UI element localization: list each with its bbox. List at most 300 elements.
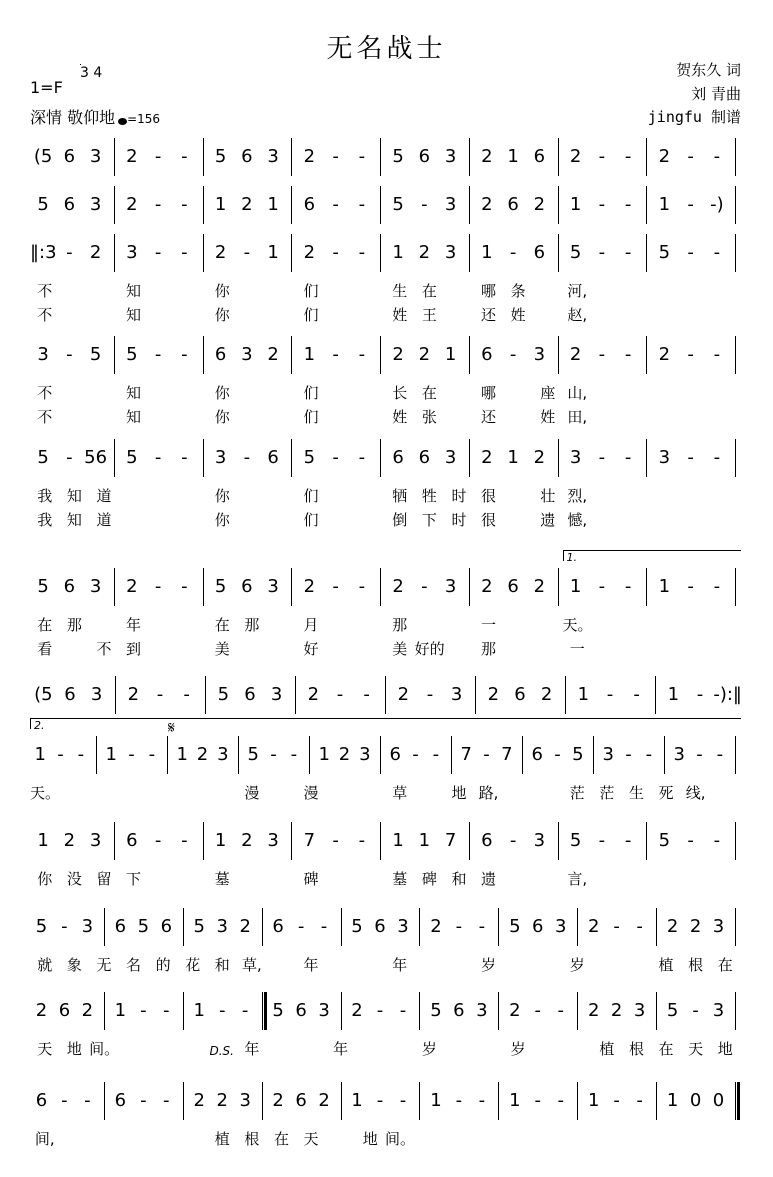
- note: 6: [244, 684, 256, 705]
- note: 2: [239, 916, 251, 937]
- note: 2: [303, 576, 316, 597]
- lyric-syllable: 植: [658, 956, 674, 974]
- lyric-syllable: 时: [451, 487, 467, 505]
- note: 2: [267, 344, 279, 365]
- note: 5: [658, 830, 671, 851]
- note: 2: [126, 146, 138, 167]
- note: -: [358, 194, 366, 215]
- note: -: [358, 576, 366, 597]
- note: 5: [666, 1000, 679, 1021]
- lyric-syllable: 们: [303, 384, 319, 402]
- note: -: [140, 1000, 147, 1021]
- note: -: [696, 744, 703, 765]
- note: 5: [193, 916, 205, 937]
- note: -: [148, 744, 156, 765]
- lyric-syllable: 你: [37, 870, 53, 888]
- lyric-syllable: 你: [214, 511, 230, 529]
- barline: [380, 336, 381, 374]
- note: 3: [444, 447, 457, 468]
- note: -: [421, 576, 428, 597]
- note: 1: [509, 1090, 521, 1111]
- note: -: [154, 194, 162, 215]
- barline: [238, 736, 239, 774]
- lyric-syllable: 墓: [214, 870, 230, 888]
- lyric-syllable: 好: [303, 640, 319, 658]
- lyric-syllable: 天: [688, 1040, 704, 1058]
- barline: [664, 736, 665, 774]
- note: 3: [89, 830, 102, 851]
- note: -: [154, 447, 162, 468]
- notation-line: [30, 190, 740, 220]
- barline: [735, 336, 736, 374]
- note: 3: [555, 916, 567, 937]
- lyric-syllable: 墓: [392, 870, 408, 888]
- note: 3: [239, 1090, 251, 1111]
- note: 3: [712, 1000, 725, 1021]
- note: 6: [507, 576, 519, 597]
- note: ‖:3: [30, 242, 57, 263]
- barline: [291, 234, 292, 272]
- lyric-line: [30, 386, 740, 406]
- barline: [735, 568, 736, 606]
- lyric-syllable: 年: [126, 616, 142, 634]
- note: 6: [453, 1000, 465, 1021]
- note: -: [687, 830, 694, 851]
- note: 7: [501, 744, 513, 765]
- barline: [96, 736, 97, 774]
- barline: [469, 234, 470, 272]
- note: 6: [418, 146, 431, 167]
- barline: [558, 186, 559, 224]
- note: -: [336, 684, 344, 705]
- barline: [341, 908, 342, 946]
- note: 2: [610, 1000, 623, 1021]
- lyric-syllable: 知: [126, 384, 142, 402]
- lyric-syllable: 那: [244, 616, 260, 634]
- note: 5: [37, 576, 49, 597]
- note: 3: [270, 684, 283, 705]
- note: 6: [114, 1090, 127, 1111]
- lyric-syllable: 一: [481, 616, 497, 634]
- note: -: [399, 1000, 407, 1021]
- note: 3: [267, 830, 279, 851]
- note: 5: [272, 1000, 284, 1021]
- note: 6: [114, 916, 127, 937]
- note: -: [478, 916, 486, 937]
- barline: [735, 186, 736, 224]
- lyric-syllable: 在: [37, 616, 53, 634]
- lyric-syllable: 在: [717, 956, 733, 974]
- note: 2: [587, 1000, 600, 1021]
- lyric-syllable: 路,: [478, 784, 499, 802]
- lyric-syllable: 哪: [481, 384, 497, 402]
- note: -: [633, 684, 640, 705]
- note: -: [716, 744, 724, 765]
- note: 3: [444, 576, 457, 597]
- note: 1: [318, 744, 330, 765]
- barline: [114, 234, 115, 272]
- note: -: [332, 194, 339, 215]
- note: -: [713, 146, 721, 167]
- barline: [380, 234, 381, 272]
- lyric-syllable: 还: [481, 408, 497, 426]
- note: 5: [214, 576, 227, 597]
- lyric-syllable: 道: [96, 487, 112, 505]
- note: -: [243, 447, 251, 468]
- lyric-line: [30, 308, 740, 328]
- note: 5: [137, 916, 150, 937]
- note: 1: [667, 684, 680, 705]
- barline: [380, 822, 381, 860]
- lyric-syllable: 不: [37, 384, 53, 402]
- note: 6: [214, 344, 227, 365]
- lyric-syllable: 知: [66, 511, 82, 529]
- note: 1: [114, 1000, 127, 1021]
- lyric-syllable: 死: [658, 784, 674, 802]
- note: 7: [303, 830, 316, 851]
- barline: [469, 822, 470, 860]
- notation-line: [30, 826, 740, 856]
- barline: [522, 736, 523, 774]
- note: -: [645, 744, 653, 765]
- note: 3: [658, 447, 671, 468]
- note: 5: [430, 1000, 442, 1021]
- note: 1: [214, 194, 227, 215]
- note: -: [290, 744, 298, 765]
- lyric-syllable: 很: [481, 511, 497, 529]
- notation-line: [30, 551, 740, 602]
- note: -: [509, 830, 517, 851]
- lyric-line: [30, 1132, 740, 1152]
- note: 3: [397, 916, 409, 937]
- time-signature-top: 3: [80, 65, 89, 81]
- barline: [380, 439, 381, 477]
- notation-line: [30, 238, 740, 268]
- note: 1: [658, 194, 671, 215]
- note: 2: [392, 344, 404, 365]
- lyric-syllable: 月: [303, 616, 319, 634]
- note: 6: [126, 830, 138, 851]
- lyric-syllable: 你: [214, 408, 230, 426]
- lyric-syllable: 知: [126, 306, 142, 324]
- note: 1: [444, 344, 457, 365]
- note: 3: [241, 344, 253, 365]
- lyric-syllable: 根: [628, 1040, 644, 1058]
- note: 6: [267, 447, 279, 468]
- lyricist-credit: 贺东久 词: [676, 61, 741, 79]
- note: -: [154, 830, 162, 851]
- note: -: [154, 146, 162, 167]
- note: -: [57, 744, 64, 765]
- barline: [183, 908, 184, 946]
- note: 3: [214, 447, 227, 468]
- note: 1: [351, 1090, 363, 1111]
- note: -: [598, 447, 606, 468]
- barline: [593, 736, 594, 774]
- note: 2: [216, 1090, 228, 1111]
- note: 2: [658, 146, 671, 167]
- quarter-note-icon: [118, 118, 127, 125]
- note: 6: [303, 194, 316, 215]
- lyric-syllable: 茫: [569, 784, 585, 802]
- note: -: [598, 194, 606, 215]
- barline: [419, 908, 420, 946]
- note: 1: [577, 684, 590, 705]
- note: 2: [89, 242, 102, 263]
- note: -: [598, 830, 606, 851]
- notation-line: [30, 680, 740, 710]
- note: 1: [303, 344, 316, 365]
- barline: [577, 1082, 578, 1120]
- lyric-syllable: 碑: [303, 870, 319, 888]
- note: 3: [533, 344, 546, 365]
- lyric-line: [30, 872, 740, 892]
- lyric-syllable: 生: [628, 784, 644, 802]
- lyric-syllable: 下: [126, 870, 142, 888]
- note: 5: [37, 447, 49, 468]
- note: (5: [34, 684, 53, 705]
- note: -: [358, 447, 366, 468]
- lyric-syllable: 不: [37, 408, 53, 426]
- note: 2: [430, 916, 442, 937]
- note: -: [332, 242, 339, 263]
- note: -: [625, 744, 632, 765]
- note: -: [509, 242, 517, 263]
- notation-line: [30, 142, 740, 172]
- note: -: [332, 344, 339, 365]
- lyric-syllable: 岁: [510, 1040, 526, 1058]
- note: -):‖: [713, 684, 742, 705]
- note: 2: [127, 684, 140, 705]
- lyric-syllable: 们: [303, 487, 319, 505]
- note: 6: [160, 916, 173, 937]
- note: 1: [267, 242, 279, 263]
- barline: [104, 908, 105, 946]
- double-barline: [735, 1082, 740, 1120]
- note: 6: [533, 146, 546, 167]
- barline: [646, 336, 647, 374]
- lyric-syllable: 在: [214, 616, 230, 634]
- lyric-syllable: 你: [214, 306, 230, 324]
- note: -: [713, 447, 721, 468]
- expression-text: 深情 敬仰地: [30, 108, 116, 127]
- note: -: [624, 830, 632, 851]
- barline: [114, 336, 115, 374]
- tempo-value: =156: [127, 112, 161, 126]
- note: 2: [272, 1090, 284, 1111]
- note: -: [332, 576, 339, 597]
- barline: [114, 439, 115, 477]
- note: -: [358, 146, 366, 167]
- barline: [291, 138, 292, 176]
- note: 3: [602, 744, 614, 765]
- lyric-line: [30, 410, 740, 430]
- lyric-syllable: 姓: [510, 306, 526, 324]
- barline: [104, 992, 105, 1030]
- note: 3: [318, 1000, 330, 1021]
- note: 2: [569, 344, 582, 365]
- note: 1: [658, 576, 671, 597]
- note: 2: [303, 242, 316, 263]
- page-title: 无名战士: [326, 34, 447, 64]
- lyric-syllable: 地: [451, 784, 467, 802]
- lyric-syllable: 山,: [567, 384, 588, 402]
- note: -: [455, 1090, 463, 1111]
- note: 2: [126, 576, 138, 597]
- note: 2: [392, 576, 404, 597]
- note: 5: [35, 916, 48, 937]
- note: 2: [307, 684, 320, 705]
- lyric-syllable: 们: [303, 511, 319, 529]
- barline: [114, 138, 115, 176]
- note: -: [598, 576, 606, 597]
- lyric-syllable: 花: [185, 956, 201, 974]
- lyric-line: [30, 489, 740, 509]
- barline: [469, 138, 470, 176]
- barline: [558, 439, 559, 477]
- lyric-syllable: 年: [244, 1040, 260, 1058]
- lyric-syllable: 那: [392, 616, 408, 634]
- barline: [735, 439, 736, 477]
- note: -: [687, 576, 694, 597]
- note: 6: [533, 242, 546, 263]
- barline: [205, 676, 206, 714]
- lyric-syllable: 间。: [385, 1130, 416, 1148]
- note: -: [363, 684, 370, 705]
- note: 1: [176, 744, 188, 765]
- note: 5: [126, 344, 138, 365]
- note: 2: [196, 744, 209, 765]
- lyric-line: [30, 618, 740, 638]
- lyric-syllable: 和: [451, 870, 467, 888]
- note: 2: [193, 1090, 205, 1111]
- barline: [115, 676, 116, 714]
- note: 6: [507, 194, 519, 215]
- lyric-syllable: 赵,: [567, 306, 588, 324]
- note: 6: [241, 146, 253, 167]
- note: 3: [267, 146, 279, 167]
- barline: [565, 676, 566, 714]
- note: 1: [481, 242, 493, 263]
- note: -: [687, 344, 694, 365]
- note: -: [554, 744, 561, 765]
- note: 3: [81, 916, 94, 937]
- time-signature: [80, 65, 103, 81]
- note: 6: [295, 1090, 307, 1111]
- note: -: [183, 684, 190, 705]
- lyric-syllable: 你: [214, 384, 230, 402]
- note: -: [598, 344, 606, 365]
- barline: [469, 568, 470, 606]
- note: -: [332, 146, 339, 167]
- note: -: [332, 830, 339, 851]
- lyric-syllable: 下: [421, 511, 437, 529]
- lyric-syllable: 在: [421, 282, 437, 300]
- note: -: [66, 447, 73, 468]
- note: 6: [389, 744, 401, 765]
- note: -: [483, 744, 490, 765]
- barline: [735, 138, 736, 176]
- barline: [577, 992, 578, 1030]
- lyric-syllable: 你: [214, 487, 230, 505]
- lyric-syllable: 草,: [241, 956, 262, 974]
- lyric-syllable: 根: [244, 1130, 260, 1148]
- note: 6: [295, 1000, 307, 1021]
- note: 5: [351, 916, 363, 937]
- note: 5: [392, 194, 404, 215]
- note: 1: [569, 194, 582, 215]
- note: -): [710, 194, 724, 215]
- note: 6: [241, 576, 253, 597]
- lyric-syllable: 哪: [481, 282, 497, 300]
- barline: [203, 439, 204, 477]
- lyric-syllable: 茫: [599, 784, 615, 802]
- note: 1: [34, 744, 46, 765]
- lyric-syllable: 植: [599, 1040, 615, 1058]
- barline: [735, 908, 736, 946]
- barline: [291, 186, 292, 224]
- barline: [341, 1082, 342, 1120]
- barline: [646, 138, 647, 176]
- barline: [380, 736, 381, 774]
- note: 6: [58, 1000, 71, 1021]
- note: -: [624, 447, 632, 468]
- barline: [656, 1082, 657, 1120]
- note: -: [624, 344, 632, 365]
- lyric-syllable: 我: [37, 487, 53, 505]
- note: -: [598, 242, 606, 263]
- barline: [114, 186, 115, 224]
- note: 0: [689, 1090, 702, 1111]
- barline: [558, 234, 559, 272]
- lyric-syllable: 地: [362, 1130, 378, 1148]
- lyric-syllable: 象: [66, 956, 82, 974]
- lyric-syllable: 的: [155, 956, 171, 974]
- note: -: [181, 576, 188, 597]
- lyric-line: [30, 642, 740, 662]
- note: 6: [272, 916, 284, 937]
- note: 3: [444, 242, 457, 263]
- note: 2: [397, 684, 410, 705]
- note: -: [61, 1090, 68, 1111]
- dal-segno-mark: D.S.: [209, 1044, 234, 1058]
- note: 3: [444, 194, 457, 215]
- note: -: [426, 684, 434, 705]
- barline: [291, 336, 292, 374]
- note: -: [297, 916, 305, 937]
- barline: [104, 1082, 105, 1120]
- lyric-syllable: 不: [37, 282, 53, 300]
- barline: [469, 336, 470, 374]
- note: 3: [673, 744, 685, 765]
- lyric-syllable: 知: [126, 282, 142, 300]
- note: 1: [587, 1090, 600, 1111]
- barline: [419, 1082, 420, 1120]
- barline: [656, 908, 657, 946]
- volta-label: 2.: [34, 719, 45, 732]
- lyric-syllable: 好的: [414, 640, 445, 658]
- lyric-line: [30, 284, 740, 304]
- note: 1: [569, 576, 582, 597]
- notation-line: [30, 718, 740, 770]
- lyric-syllable: 座: [540, 384, 556, 402]
- note: 2: [418, 344, 431, 365]
- note: 7: [460, 744, 472, 765]
- note: 0: [712, 1090, 725, 1111]
- lyric-syllable: 地: [66, 1040, 82, 1058]
- barline: [558, 336, 559, 374]
- note: -: [270, 744, 277, 765]
